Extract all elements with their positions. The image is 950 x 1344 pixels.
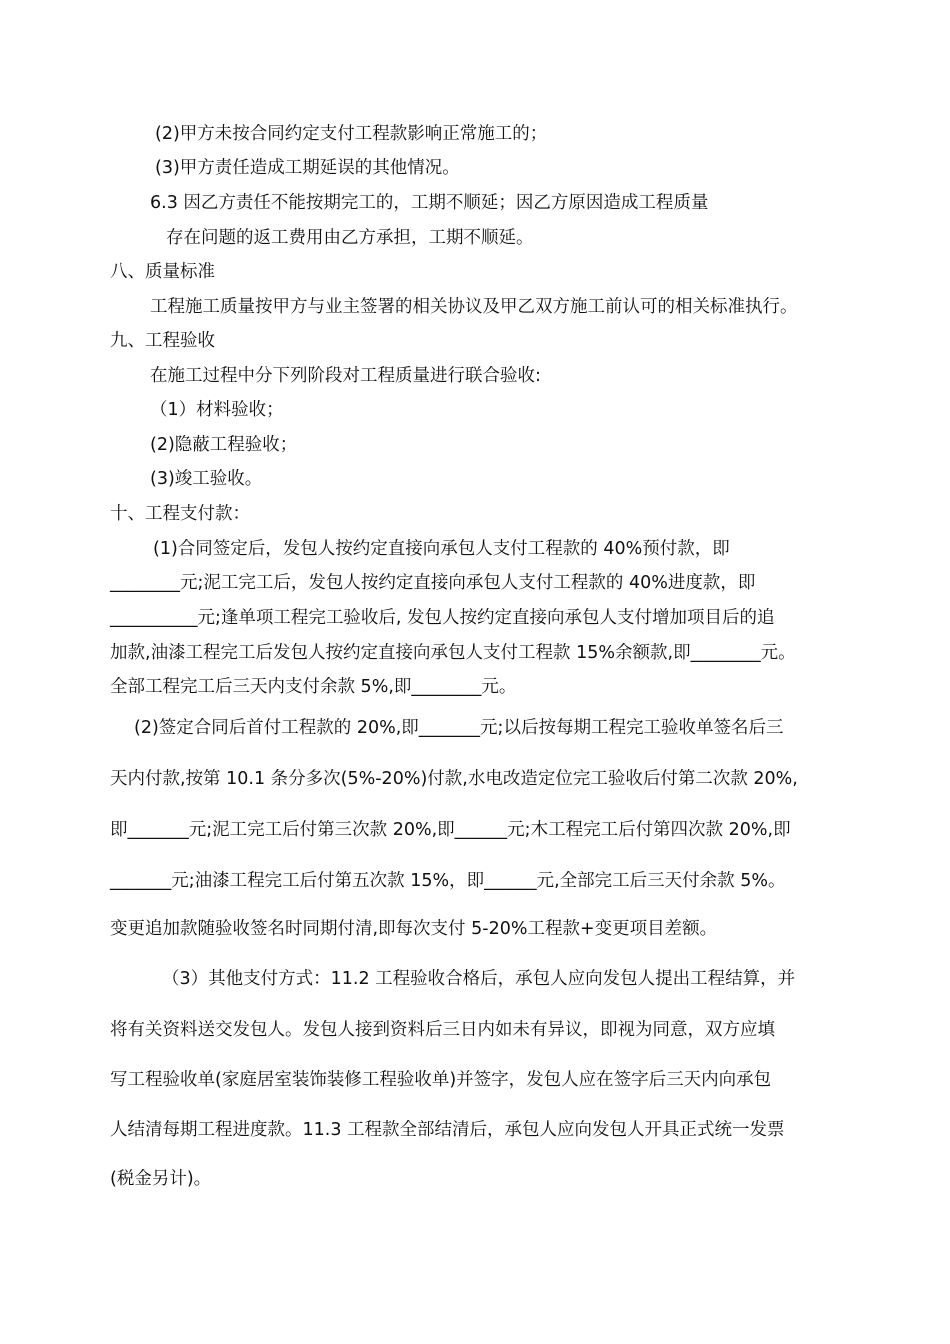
text-line: _______元;油漆工程完工后付第五次款 15%，即______元,全部完工后三天付余款 5%。 [110,871,786,891]
text-line: 即_______元;泥工完工后付第三次款 20%,即______元;木工程完工后付第四次款 20%,即 [110,820,791,840]
section-heading: 八、质量标准 [110,262,215,282]
text-line: ________元;泥工完工后，发包人按约定直接向承包人支付工程款的 40%进度款，即 [110,573,756,593]
text-line: (3)竣工验收。 [150,469,263,489]
text-line: 全部工程完工后三天内支付余款 5%,即________元。 [110,677,517,697]
text-line: 变更追加款随验收签名时同期付清,即每次支付 5-20%工程款+变更项目差额。 [110,919,718,939]
text-line: (税金另计)。 [110,1169,212,1189]
text-line: 存在问题的返工费用由乙方承担，工期不顺延。 [166,228,534,248]
text-line: 加款,油漆工程完工后发包人按约定直接向承包人支付工程款 15%余额款,即________元。 [110,643,796,663]
text-line: 将有关资料送交发包人。发包人接到资料后三日内如未有异议，即视为同意，双方应填 [110,1020,775,1040]
text-line: (1)合同签定后，发包人按约定直接向承包人支付工程款的 40%预付款，即 [153,539,730,559]
text-line: 写工程验收单(家庭居室装饰装修工程验收单)并签字，发包人应在签字后三天内向承包 [110,1070,772,1090]
text-line: (3)甲方责任造成工期延误的其他情况。 [155,158,460,178]
text-line: 天内付款,按第 10.1 条分多次(5%-20%)付款,水电改造定位完工验收后付第二次款 20%, [110,769,798,789]
text-line: (2)签定合同后首付工程款的 20%,即_______元;以后按每期工程完工验收单签名后三 [134,718,784,738]
text-line: __________元;逢单项工程完工验收后, 发包人按约定直接向承包人支付增加项目后的追 [110,608,775,628]
text-line: （1）材料验收； [150,400,284,420]
text-line: 人结清每期工程进度款。11.3 工程款全部结清后，承包人应向发包人开具正式统一发票 [110,1120,785,1140]
section-heading: 十、工程支付款： [110,504,250,524]
text-line: 工程施工质量按甲方与业主签署的相关协议及甲乙双方施工前认可的相关标准执行。 [150,297,798,317]
text-line: 6.3 因乙方责任不能按期完工的，工期不顺延；因乙方原因造成工程质量 [150,193,709,213]
text-line: (2)隐蔽工程验收； [150,435,298,455]
text-line: （3）其他支付方式：11.2 工程验收合格后，承包人应向发包人提出工程结算，并 [162,969,796,989]
text-line: (2)甲方未按合同约定支付工程款影响正常施工的； [155,124,548,144]
section-heading: 九、工程验收 [110,331,215,351]
text-line: 在施工过程中分下列阶段对工程质量进行联合验收: [150,366,541,386]
